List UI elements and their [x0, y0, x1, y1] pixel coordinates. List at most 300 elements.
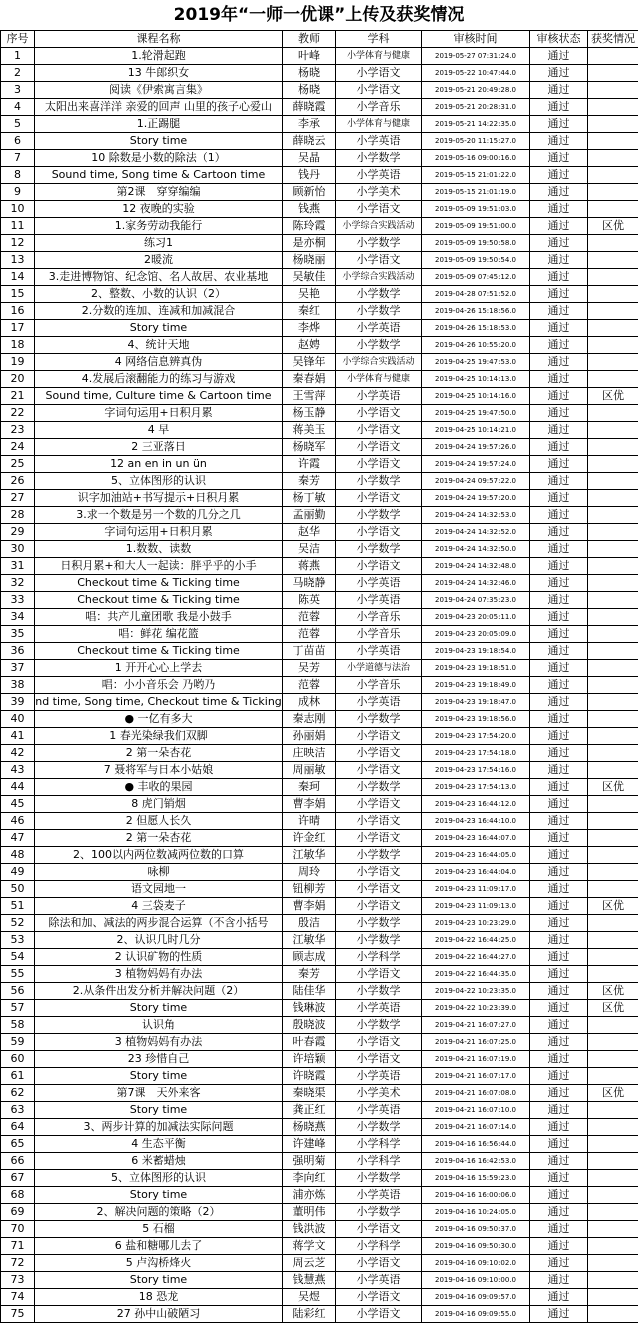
cell-review-time: 2019-04-26 10:55:20.0 — [422, 337, 530, 354]
cell-index: 53 — [1, 932, 35, 949]
table-row — [1, 1306, 638, 1323]
cell-review-time: 2019-04-25 10:14:16.0 — [422, 388, 530, 405]
cell-index: 19 — [1, 354, 35, 371]
cell-review-status: 通过 — [530, 65, 588, 82]
cell-course-name: 1.正踢腿 — [35, 116, 283, 133]
cell-teacher: 顾志成 — [283, 949, 336, 966]
cell-teacher: 李烨 — [283, 320, 336, 337]
cell-review-status: 通过 — [530, 796, 588, 813]
table-row — [1, 779, 638, 796]
cell-subject: 小学英语 — [336, 320, 422, 337]
table-row — [1, 524, 638, 541]
table-row — [1, 881, 638, 898]
cell-review-time: 2019-04-22 16:44:35.0 — [422, 966, 530, 983]
table-row — [1, 303, 638, 320]
cell-index: 13 — [1, 252, 35, 269]
cell-award — [588, 286, 638, 303]
cell-index: 21 — [1, 388, 35, 405]
table-row — [1, 898, 638, 915]
cell-index: 39 — [1, 694, 35, 711]
table-row — [1, 830, 638, 847]
cell-subject: 小学英语 — [336, 1272, 422, 1289]
cell-subject: 小学语文 — [336, 1034, 422, 1051]
cell-review-status: 通过 — [530, 99, 588, 116]
cell-review-time: 2019-05-09 19:50:54.0 — [422, 252, 530, 269]
cell-teacher: 丁苗苗 — [283, 643, 336, 660]
cell-course-name: 1 开开心心上学去 — [35, 660, 283, 677]
cell-course-name: 字词句运用+日积月累 — [35, 524, 283, 541]
cell-subject: 小学语文 — [336, 524, 422, 541]
cell-award — [588, 116, 638, 133]
table-row — [1, 1034, 638, 1051]
cell-index: 71 — [1, 1238, 35, 1255]
cell-review-time: 2019-04-23 16:44:04.0 — [422, 864, 530, 881]
table-row — [1, 1255, 638, 1272]
table-row — [1, 728, 638, 745]
cell-award — [588, 1272, 638, 1289]
cell-subject: 小学英语 — [336, 133, 422, 150]
table-row — [1, 405, 638, 422]
header-row — [1, 31, 638, 48]
table-row — [1, 813, 638, 830]
cell-review-status: 通过 — [530, 541, 588, 558]
cell-subject: 小学数学 — [336, 915, 422, 932]
cell-award — [588, 966, 638, 983]
cell-index: 57 — [1, 1000, 35, 1017]
cell-review-status: 通过 — [530, 728, 588, 745]
cell-teacher: 李承 — [283, 116, 336, 133]
table-row — [1, 116, 638, 133]
cell-course-name: 3.求一个数是另一个数的几分之几 — [35, 507, 283, 524]
cell-subject: 小学数学 — [336, 286, 422, 303]
header-course-name: 课程名称 — [35, 31, 283, 48]
cell-course-name: ● 一亿有多大 — [35, 711, 283, 728]
table-row — [1, 575, 638, 592]
cell-review-status: 通过 — [530, 133, 588, 150]
cell-teacher: 蒋学文 — [283, 1238, 336, 1255]
cell-course-name: 8 虎门销烟 — [35, 796, 283, 813]
cell-subject: 小学数学 — [336, 711, 422, 728]
cell-award — [588, 609, 638, 626]
cell-award — [588, 762, 638, 779]
cell-index: 59 — [1, 1034, 35, 1051]
table-row — [1, 1238, 638, 1255]
cell-teacher: 孙丽娟 — [283, 728, 336, 745]
cell-course-name: 2、整数、小数的认识（2） — [35, 286, 283, 303]
table-row — [1, 269, 638, 286]
cell-teacher: 成林 — [283, 694, 336, 711]
cell-index: 75 — [1, 1306, 35, 1323]
table-row — [1, 354, 638, 371]
cell-award — [588, 201, 638, 218]
cell-review-status: 通过 — [530, 507, 588, 524]
cell-subject: 小学音乐 — [336, 99, 422, 116]
cell-teacher: 范蓉 — [283, 609, 336, 626]
cell-review-time: 2019-04-16 09:50:30.0 — [422, 1238, 530, 1255]
cell-index: 65 — [1, 1136, 35, 1153]
cell-index: 14 — [1, 269, 35, 286]
cell-award — [588, 1051, 638, 1068]
table-row — [1, 711, 638, 728]
cell-award — [588, 1170, 638, 1187]
cell-index: 24 — [1, 439, 35, 456]
cell-teacher: 曹李娟 — [283, 796, 336, 813]
cell-review-time: 2019-04-25 19:47:53.0 — [422, 354, 530, 371]
cell-teacher: 钱琳波 — [283, 1000, 336, 1017]
cell-review-time: 2019-05-16 09:00:16.0 — [422, 150, 530, 167]
cell-teacher: 陆彩红 — [283, 1306, 336, 1323]
cell-award — [588, 1306, 638, 1323]
cell-review-time: 2019-04-23 17:54:16.0 — [422, 762, 530, 779]
cell-review-status: 通过 — [530, 830, 588, 847]
cell-index: 11 — [1, 218, 35, 235]
cell-review-time: 2019-04-24 07:35:23.0 — [422, 592, 530, 609]
cell-award — [588, 507, 638, 524]
cell-review-time: 2019-04-21 16:07:25.0 — [422, 1034, 530, 1051]
cell-teacher: 杨玉静 — [283, 405, 336, 422]
table-row — [1, 1017, 638, 1034]
cell-course-name: Story time — [35, 1272, 283, 1289]
cell-subject: 小学英语 — [336, 1068, 422, 1085]
cell-index: 3 — [1, 82, 35, 99]
cell-review-time: 2019-05-21 14:22:35.0 — [422, 116, 530, 133]
cell-teacher: 马晓静 — [283, 575, 336, 592]
table-row — [1, 847, 638, 864]
cell-award — [588, 1153, 638, 1170]
table-row — [1, 235, 638, 252]
cell-index: 25 — [1, 456, 35, 473]
cell-review-status: 通过 — [530, 218, 588, 235]
cell-review-time: 2019-04-24 14:32:52.0 — [422, 524, 530, 541]
cell-subject: 小学美术 — [336, 1085, 422, 1102]
cell-subject: 小学体育与健康 — [336, 116, 422, 133]
cell-subject: 小学英语 — [336, 1000, 422, 1017]
cell-review-status: 通过 — [530, 48, 588, 65]
table-row — [1, 660, 638, 677]
cell-teacher: 陈英 — [283, 592, 336, 609]
cell-award — [588, 660, 638, 677]
cell-course-name: 2、100以内两位数减两位数的口算 — [35, 847, 283, 864]
cell-review-time: 2019-04-22 16:44:25.0 — [422, 932, 530, 949]
cell-review-status: 通过 — [530, 711, 588, 728]
cell-award — [588, 354, 638, 371]
cell-teacher: 是亦桐 — [283, 235, 336, 252]
cell-review-time: 2019-04-23 20:05:11.0 — [422, 609, 530, 626]
cell-review-time: 2019-04-24 14:32:48.0 — [422, 558, 530, 575]
cell-teacher: 陆佳华 — [283, 983, 336, 1000]
cell-review-time: 2019-04-23 19:18:47.0 — [422, 694, 530, 711]
cell-index: 58 — [1, 1017, 35, 1034]
cell-index: 31 — [1, 558, 35, 575]
cell-course-name: 1.家务劳动我能行 — [35, 218, 283, 235]
cell-subject: 小学数学 — [336, 235, 422, 252]
cell-award — [588, 439, 638, 456]
cell-course-name: 6 盐和糖哪儿去了 — [35, 1238, 283, 1255]
cell-index: 56 — [1, 983, 35, 1000]
cell-award — [588, 847, 638, 864]
cell-teacher: 董明伟 — [283, 1204, 336, 1221]
cell-course-name: 认识角 — [35, 1017, 283, 1034]
cell-review-status: 通过 — [530, 813, 588, 830]
cell-award — [588, 558, 638, 575]
cell-review-time: 2019-04-16 16:42:53.0 — [422, 1153, 530, 1170]
cell-teacher: 江敏华 — [283, 932, 336, 949]
table-row — [1, 1085, 638, 1102]
cell-review-status: 通过 — [530, 1068, 588, 1085]
table-row — [1, 48, 638, 65]
cell-teacher: 浦亦炼 — [283, 1187, 336, 1204]
cell-course-name: 4、统计天地 — [35, 337, 283, 354]
cell-course-name: 4 早 — [35, 422, 283, 439]
cell-review-time: 2019-04-16 09:10:00.0 — [422, 1272, 530, 1289]
cell-review-time: 2019-04-23 16:44:07.0 — [422, 830, 530, 847]
cell-course-name: 2 认识矿物的性质 — [35, 949, 283, 966]
table-row — [1, 626, 638, 643]
cell-review-status: 通过 — [530, 269, 588, 286]
table-row — [1, 983, 638, 1000]
table-row — [1, 371, 638, 388]
cell-subject: 小学数学 — [336, 847, 422, 864]
cell-course-name: 2 三亚落日 — [35, 439, 283, 456]
table-row — [1, 1153, 638, 1170]
cell-index: 40 — [1, 711, 35, 728]
table-row — [1, 99, 638, 116]
cell-course-name: Checkout time & Ticking time — [35, 643, 283, 660]
cell-index: 43 — [1, 762, 35, 779]
cell-index: 17 — [1, 320, 35, 337]
cell-review-time: 2019-04-23 19:18:49.0 — [422, 677, 530, 694]
cell-review-time: 2019-04-23 17:54:18.0 — [422, 745, 530, 762]
cell-teacher: 吴敏佳 — [283, 269, 336, 286]
cell-subject: 小学语文 — [336, 881, 422, 898]
cell-index: 10 — [1, 201, 35, 218]
cell-review-time: 2019-04-24 19:57:20.0 — [422, 490, 530, 507]
cell-index: 52 — [1, 915, 35, 932]
cell-review-status: 通过 — [530, 1034, 588, 1051]
cell-subject: 小学数学 — [336, 150, 422, 167]
cell-award — [588, 575, 638, 592]
table-row — [1, 507, 638, 524]
course-table — [0, 30, 638, 1323]
cell-review-time: 2019-04-24 14:32:50.0 — [422, 541, 530, 558]
cell-subject: 小学语文 — [336, 762, 422, 779]
cell-course-name: 2暖流 — [35, 252, 283, 269]
cell-review-status: 通过 — [530, 167, 588, 184]
cell-subject: 小学语文 — [336, 82, 422, 99]
cell-course-name: 第7课 天外来客 — [35, 1085, 283, 1102]
cell-award — [588, 65, 638, 82]
cell-review-time: 2019-04-21 16:07:14.0 — [422, 1119, 530, 1136]
cell-review-time: 2019-05-15 21:01:22.0 — [422, 167, 530, 184]
cell-review-time: 2019-05-22 10:47:44.0 — [422, 65, 530, 82]
cell-review-time: 2019-05-15 21:01:19.0 — [422, 184, 530, 201]
cell-index: 47 — [1, 830, 35, 847]
cell-award — [588, 881, 638, 898]
cell-award — [588, 1017, 638, 1034]
cell-award — [588, 167, 638, 184]
cell-course-name: 4.发展后滚翻能力的练习与游戏 — [35, 371, 283, 388]
cell-review-status: 通过 — [530, 286, 588, 303]
cell-subject: 小学语文 — [336, 456, 422, 473]
table-row — [1, 745, 638, 762]
cell-review-status: 通过 — [530, 371, 588, 388]
cell-index: 62 — [1, 1085, 35, 1102]
cell-index: 49 — [1, 864, 35, 881]
cell-subject: 小学语文 — [336, 796, 422, 813]
table-row — [1, 320, 638, 337]
cell-review-status: 通过 — [530, 677, 588, 694]
cell-subject: 小学语文 — [336, 864, 422, 881]
header-index: 序号 — [1, 31, 35, 48]
cell-review-time: 2019-04-16 15:59:23.0 — [422, 1170, 530, 1187]
cell-award — [588, 1238, 638, 1255]
cell-award — [588, 830, 638, 847]
table-row — [1, 949, 638, 966]
cell-review-status: 通过 — [530, 558, 588, 575]
cell-course-name: 唱：鲜花 编花篮 — [35, 626, 283, 643]
cell-index: 18 — [1, 337, 35, 354]
cell-award — [588, 405, 638, 422]
table-row — [1, 490, 638, 507]
table-row — [1, 218, 638, 235]
cell-index: 41 — [1, 728, 35, 745]
cell-teacher: 叶峰 — [283, 48, 336, 65]
cell-review-status: 通过 — [530, 864, 588, 881]
cell-review-time: 2019-04-16 09:09:55.0 — [422, 1306, 530, 1323]
table-row — [1, 1204, 638, 1221]
table-row — [1, 252, 638, 269]
cell-course-name: Story time — [35, 320, 283, 337]
cell-review-time: 2019-04-28 07:51:52.0 — [422, 286, 530, 303]
cell-course-name: 阅读《伊索寓言集》 — [35, 82, 283, 99]
table-row — [1, 592, 638, 609]
cell-award — [588, 1187, 638, 1204]
cell-teacher: 范蓉 — [283, 626, 336, 643]
cell-teacher: 秦晓渠 — [283, 1085, 336, 1102]
header-teacher: 教师 — [283, 31, 336, 48]
cell-award — [588, 1289, 638, 1306]
cell-review-status: 通过 — [530, 881, 588, 898]
cell-review-status: 通过 — [530, 643, 588, 660]
table-row — [1, 388, 638, 405]
cell-review-status: 通过 — [530, 1187, 588, 1204]
cell-teacher: 秦红 — [283, 303, 336, 320]
cell-course-name: Sound time, Culture time & Cartoon time — [35, 388, 283, 405]
cell-review-time: 2019-04-23 11:09:17.0 — [422, 881, 530, 898]
cell-subject: 小学综合实践活动 — [336, 354, 422, 371]
cell-review-status: 通过 — [530, 592, 588, 609]
table-row — [1, 184, 638, 201]
cell-review-status: 通过 — [530, 847, 588, 864]
cell-course-name: 2、解决问题的策略（2） — [35, 1204, 283, 1221]
cell-index: 30 — [1, 541, 35, 558]
cell-course-name: 3 植物妈妈有办法 — [35, 966, 283, 983]
cell-teacher: 薛晓霞 — [283, 99, 336, 116]
cell-subject: 小学语文 — [336, 201, 422, 218]
cell-course-name: Sound time, Song time & Cartoon time — [35, 167, 283, 184]
table-row — [1, 337, 638, 354]
cell-course-name: 10 除数是小数的除法（1） — [35, 150, 283, 167]
cell-index: 55 — [1, 966, 35, 983]
cell-review-time: 2019-04-24 09:57:22.0 — [422, 473, 530, 490]
cell-award — [588, 524, 638, 541]
cell-subject: 小学语文 — [336, 745, 422, 762]
cell-award: 区优 — [588, 388, 638, 405]
cell-subject: 小学语文 — [336, 830, 422, 847]
cell-teacher: 吴锋年 — [283, 354, 336, 371]
cell-subject: 小学英语 — [336, 643, 422, 660]
cell-course-name: 12 an en in un ün — [35, 456, 283, 473]
cell-review-status: 通过 — [530, 184, 588, 201]
cell-review-status: 通过 — [530, 915, 588, 932]
cell-review-time: 2019-04-21 16:07:27.0 — [422, 1017, 530, 1034]
cell-teacher: 龚正红 — [283, 1102, 336, 1119]
cell-subject: 小学道德与法治 — [336, 660, 422, 677]
table-row — [1, 864, 638, 881]
cell-index: 74 — [1, 1289, 35, 1306]
table-row — [1, 82, 638, 99]
cell-index: 22 — [1, 405, 35, 422]
cell-award — [588, 371, 638, 388]
cell-award: 区优 — [588, 1000, 638, 1017]
cell-index: 34 — [1, 609, 35, 626]
cell-index: 64 — [1, 1119, 35, 1136]
cell-review-status: 通过 — [530, 1051, 588, 1068]
cell-index: 66 — [1, 1153, 35, 1170]
cell-course-name: 4 三袋麦子 — [35, 898, 283, 915]
table-row — [1, 558, 638, 575]
cell-teacher: 陈玲霞 — [283, 218, 336, 235]
cell-course-name: nd time, Song time, Checkout time & Ticking — [35, 694, 283, 711]
cell-review-status: 通过 — [530, 1170, 588, 1187]
table-row — [1, 456, 638, 473]
cell-review-status: 通过 — [530, 201, 588, 218]
cell-subject: 小学语文 — [336, 558, 422, 575]
cell-course-name: 5 石榴 — [35, 1221, 283, 1238]
cell-index: 32 — [1, 575, 35, 592]
cell-index: 12 — [1, 235, 35, 252]
cell-award — [588, 1102, 638, 1119]
cell-index: 37 — [1, 660, 35, 677]
cell-review-status: 通过 — [530, 932, 588, 949]
cell-review-time: 2019-04-24 19:57:26.0 — [422, 439, 530, 456]
cell-index: 6 — [1, 133, 35, 150]
cell-award: 区优 — [588, 898, 638, 915]
cell-review-status: 通过 — [530, 983, 588, 1000]
cell-award — [588, 711, 638, 728]
table-row — [1, 609, 638, 626]
cell-teacher: 赵娉 — [283, 337, 336, 354]
cell-award — [588, 235, 638, 252]
cell-review-time: 2019-04-23 17:54:13.0 — [422, 779, 530, 796]
cell-review-time: 2019-04-23 19:18:54.0 — [422, 643, 530, 660]
cell-review-time: 2019-04-23 16:44:12.0 — [422, 796, 530, 813]
table-row — [1, 473, 638, 490]
header-subject: 学科 — [336, 31, 422, 48]
cell-teacher: 钱丹 — [283, 167, 336, 184]
cell-award — [588, 626, 638, 643]
cell-subject: 小学语文 — [336, 439, 422, 456]
cell-award — [588, 694, 638, 711]
cell-teacher: 钮柳芳 — [283, 881, 336, 898]
cell-review-time: 2019-04-23 19:18:51.0 — [422, 660, 530, 677]
cell-review-time: 2019-04-23 19:18:56.0 — [422, 711, 530, 728]
cell-review-status: 通过 — [530, 235, 588, 252]
cell-review-time: 2019-04-23 20:05:09.0 — [422, 626, 530, 643]
cell-review-status: 通过 — [530, 575, 588, 592]
cell-teacher: 吴煜 — [283, 1289, 336, 1306]
cell-teacher: 叶春霞 — [283, 1034, 336, 1051]
